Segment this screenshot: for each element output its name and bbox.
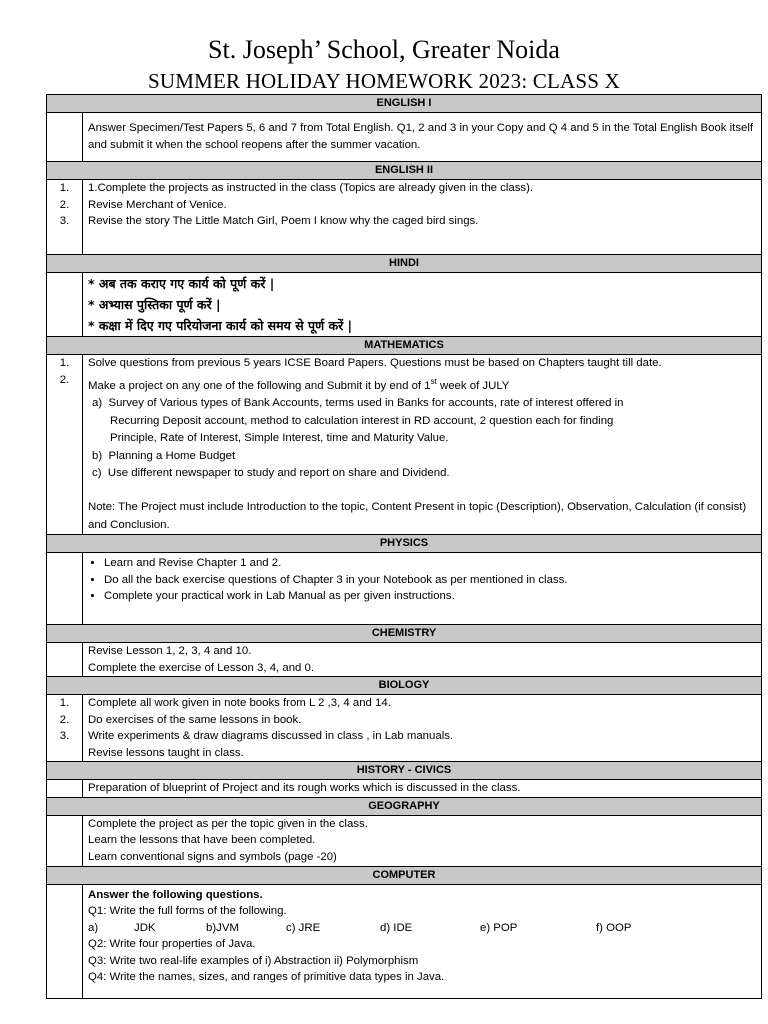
maths-q1: Solve questions from previous 5 years ICSE Board Papers. Questions must be based on Chapters taught till date. [88, 357, 662, 369]
list-item: Revise the story The Little Match Girl, Poem I know why the caged bird sings. [88, 215, 479, 227]
section-hindi-header [47, 255, 762, 273]
list-number: 2. [59, 373, 70, 386]
list-number: 3. [59, 730, 70, 743]
list-item: Do exercises of the same lessons in book. [88, 713, 302, 726]
list-number: 3. [59, 215, 70, 227]
maths-option-b: Planning a Home Budget [108, 449, 236, 462]
maths-option-a-line3: Principle, Rate of Interest, Simple Interest, time and Maturity Value. [110, 432, 449, 445]
section-physics-header [47, 535, 762, 553]
section-heading: HISTORY - CIVICS [47, 762, 762, 780]
computer-q4: Q4: Write the names, sizes, and ranges of primitive data types in Java. [88, 971, 445, 984]
section-biology-body [47, 695, 762, 762]
list-item: * अब तक कराए गए कार्य को पूर्ण करें | [88, 276, 275, 291]
section-history-body [47, 780, 762, 798]
section-english-1-body [47, 113, 762, 162]
list-item: Revise Merchant of Venice. [88, 198, 227, 211]
section-computer-body [47, 884, 762, 998]
section-english-2-header [47, 162, 762, 180]
list-item: Learn conventional signs and symbols (page -20) [88, 850, 337, 863]
section-geography-header [47, 797, 762, 815]
maths-option-c: Use different newspaper to study and report on share and Dividend. [107, 467, 450, 480]
maths-q2-text: Make a project on any one of the following and Submit it by end of 1 [88, 379, 431, 392]
maths-option-a-line2: Recurring Deposit account, method to calculation interest in RD account, 2 question each for finding [110, 414, 614, 427]
history-text: Preparation of blueprint of Project and its rough works which is discussed in the class. [83, 780, 762, 798]
list-item: Revise lessons taught in class. [88, 746, 244, 759]
option-item: e) POP [480, 921, 518, 934]
section-physics-body [47, 553, 762, 625]
section-maths-header [47, 337, 762, 355]
list-item: • Complete your practical work in Lab Manual as per given instructions. [104, 588, 756, 605]
list-number: 2. [59, 713, 70, 726]
computer-options [88, 920, 756, 937]
section-computer-header [47, 866, 762, 884]
computer-intro: Answer the following questions. [88, 888, 263, 901]
maths-q2-sup: st [430, 376, 437, 386]
option-label: b) [92, 449, 103, 462]
computer-q3: Q3: Write two real-life examples of i) Abstraction ii) Polymorphism [88, 954, 419, 967]
list-item: Complete the exercise of Lesson 3, 4, and 0. [88, 661, 315, 674]
section-heading: ENGLISH II [47, 162, 762, 180]
section-heading: BIOLOGY [47, 677, 762, 695]
section-heading: ENGLISH I [47, 95, 762, 113]
section-english-1-header [47, 95, 762, 113]
list-number: 2. [59, 198, 70, 211]
list-item: Complete the project as per the topic given in the class. [88, 817, 368, 830]
section-chemistry-body [47, 643, 762, 677]
option-item: JDK [134, 921, 156, 934]
list-number: 1. [59, 697, 70, 710]
list-item: * कक्षा में दिए गए परियोजना कार्य को समय से पूर्ण करें | [88, 318, 353, 333]
section-heading: HINDI [47, 255, 762, 273]
option-item: b)JVM [206, 921, 239, 934]
maths-q2 [88, 373, 756, 395]
list-item: • Do all the back exercise questions of Chapter 3 in your Notebook as per mentioned in class. [104, 572, 756, 589]
computer-q2: Q2: Write four properties of Java. [88, 938, 256, 951]
english-1-text: Answer Specimen/Test Papers 5, 6 and 7 from Total English. Q1, 2 and 3 in your Copy and Q 4 and 5 in the Total English Book itself and submit it when the school reopens after the summer vacation. [83, 113, 762, 162]
section-heading: COMPUTER [47, 866, 762, 884]
section-heading: GEOGRAPHY [47, 797, 762, 815]
section-english-2-body [47, 180, 762, 255]
computer-q1: Q1: Write the full forms of the following. [88, 905, 287, 918]
list-item: Complete all work given in note books from L 2 ,3, 4 and 14. [88, 697, 391, 710]
list-item: Learn the lessons that have been completed. [88, 834, 316, 847]
option-label: a) [88, 921, 99, 934]
option-item: f) OOP [596, 921, 632, 934]
section-history-header [47, 762, 762, 780]
section-heading: MATHEMATICS [47, 337, 762, 355]
section-biology-header [47, 677, 762, 695]
school-name: St. Joseph’ School, Greater Noida [208, 35, 560, 64]
page-title: SUMMER HOLIDAY HOMEWORK 2023: CLASS X [148, 69, 620, 93]
section-geography-body [47, 815, 762, 866]
maths-option-a: Survey of Various types of Bank Accounts, terms used in Banks for accounts, rate of interest offered in [108, 396, 624, 409]
section-hindi-body [47, 273, 762, 337]
option-label: c) [92, 467, 102, 480]
section-maths-body [47, 355, 762, 535]
option-item: c) JRE [286, 921, 321, 934]
list-item: * अभ्यास पुस्तिका पूर्ण करें | [88, 297, 221, 312]
list-number: 1. [59, 182, 70, 194]
list-item: 1.Complete the projects as instructed in the class (Topics are already given in the class). [88, 182, 534, 194]
list-item: Write experiments & draw diagrams discussed in class , in Lab manuals. [88, 730, 454, 743]
option-item: d) IDE [380, 921, 413, 934]
option-label: a) [92, 396, 103, 409]
homework-table [46, 94, 762, 999]
maths-q2-suffix: week of JULY [436, 379, 510, 392]
section-heading: PHYSICS [47, 535, 762, 553]
list-number: 1. [59, 357, 70, 369]
maths-note: Note: The Project must include Introduction to the topic, Content Present in topic (Description), Observation, Calculation (if consist) and Conclusion. [88, 500, 747, 531]
list-item: Revise Lesson 1, 2, 3, 4 and 10. [88, 645, 252, 658]
section-heading: CHEMISTRY [47, 625, 762, 643]
section-chemistry-header [47, 625, 762, 643]
list-item: • Learn and Revise Chapter 1 and 2. [104, 555, 756, 572]
